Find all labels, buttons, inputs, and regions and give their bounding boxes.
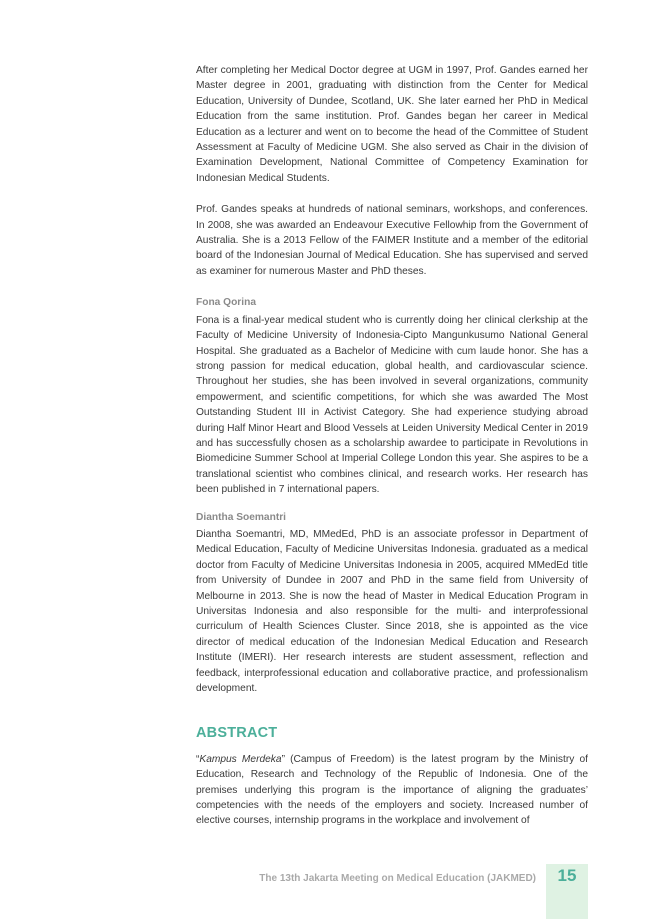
footer-event-title: The 13th Jakarta Meeting on Medical Education (JAKMED): [259, 873, 536, 884]
speaker-name-fona: Fona Qorina: [196, 297, 256, 309]
abstract-paragraph: [196, 752, 588, 829]
page-number-badge: [546, 864, 588, 919]
speaker-name-diantha: Diantha Soemantri: [196, 511, 287, 523]
main-content: [196, 63, 588, 829]
page-number: 15: [557, 866, 577, 885]
page-footer: [0, 864, 650, 919]
speaker-bio-fona: Fona is a final-year medical student who is currently doing her clinical clerkship at the Faculty of Medicine University of Indonesia-Cipto Mangunkusumo National General Hospital. She graduated as a Bachelor of Medicine with cum laude honor. She has a strong passion for medical education, global health, and cardiovascular science. Throughout her studies, she has been involved in several organizations, community empowerment, and scientific competitions, for which she was awarded The Most Outstanding Student III in Activist Category. She had experience studying abroad during Half Minor Heart and Blood Vessels at Leiden University Medical Center in 2019 and has successfully chosen as a scholarship awardee to participate in Revolutions in Biomedicine Summer School at Imperial College London this year. She aspires to be a translational scientist who combines clinical, and research works. Her research has been published in 7 international papers.: [196, 314, 588, 496]
abstract-body-text: ” (Campus of Freedom) is the latest program by the Ministry of Education, Research and Technology of the Republic of Indonesia. One of the premises underlying this program is the importance of aligning the graduates’ competencies with the needs of the employers and society. Increased number of elective courses, internship programs in the workplace and involvement of: [196, 753, 588, 827]
bio-paragraph-gandes-education: After completing her Medical Doctor degree at UGM in 1997, Prof. Gandes earned her Master degree in 2001, graduating with distinction from the Center for Medical Education, University of Dundee, Scotland, UK. She later earned her PhD in Medical Education from the same institution. Prof. Gandes began her career in Medical Education as a lecturer and went on to become the head of the Committee of Student Assessment at Faculty of Medicine UGM. She also served as Chair in the division of Examination Development, National Committee of Competency Examination for Indonesian Medical Students.: [196, 65, 588, 184]
abstract-heading: ABSTRACT: [196, 725, 278, 742]
bio-paragraph-gandes-activities: Prof. Gandes speaks at hundreds of national seminars, workshops, and conferences. In 2008, she was awarded an Endeavour Executive Fellowhip from the Government of Australia. She is a 2013 Fellow of the FAIMER Institute and a member of the editorial board of the Indonesian Journal of Medical Education. She has supervised and served as examiner for numerous Master and PhD theses.: [196, 204, 588, 277]
abstract-italic-term: Kampus Merdeka: [199, 753, 282, 765]
abstract-open-quote: “: [196, 753, 200, 765]
speaker-bio-diantha: Diantha Soemantri, MD, MMedEd, PhD is an associate professor in Department of Medical Education, Faculty of Medicine Universitas Indonesia. graduated as a medical doctor from Faculty of Medicine Universitas Indonesia in 2005, acquired MMedEd title from University of Dundee in 2007 and PhD in the same field from University of Melbourne in 2013. She is now the head of Master in Medical Education Program in Universitas Indonesia and also responsible for the multi- and interprofessional curriculum of Health Sciences Cluster. Since 2018, she is appointed as the vice director of medical education of the Indonesian Medical Education and Research Institute (IMERI). Her research interests are student assessment, reflection and feedback, interprofessional education and collaborative practice, and professionalism development.: [196, 528, 588, 695]
